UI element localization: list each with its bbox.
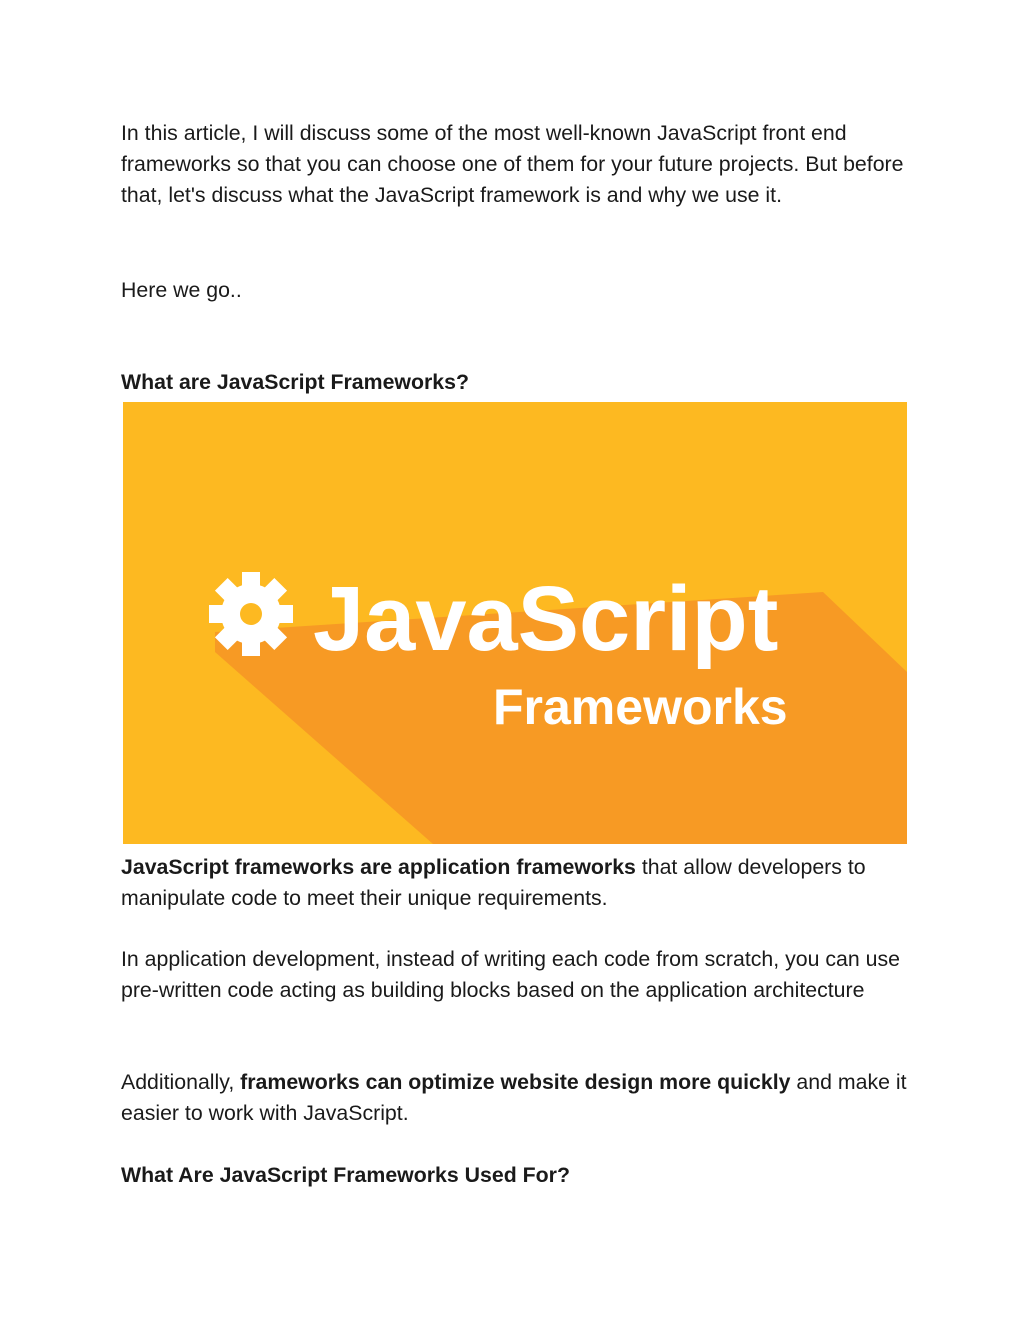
banner-title: JavaScript [313,568,779,670]
definition-paragraph [121,852,911,914]
additionally-post: and make it easier to work with JavaScript. [121,1070,907,1125]
development-paragraph: In application development, instead of writing each code from scratch, you can use pre-written code acting as building blocks based on the application architecture [121,947,900,1002]
heading-what-used-for: What Are JavaScript Frameworks Used For? [121,1163,570,1187]
javascript-frameworks-banner [123,402,907,844]
additionally-paragraph [121,1067,911,1129]
here-we-go-text: Here we go.. [121,278,242,302]
intro-paragraph: In this article, I will discuss some of the most well-known JavaScript front end frameworks so that you can choose one of them for your future projects. But before that, let's discuss what the JavaScript framework is and why we use it. [121,121,904,207]
banner-subtitle: Frameworks [493,679,788,735]
definition-rest: that allow developers to manipulate code to meet their unique requirements. [121,855,866,910]
additionally-pre: Additionally, [121,1070,241,1094]
definition-bold: JavaScript frameworks are application frameworks [121,855,636,879]
gear-icon [209,572,293,656]
additionally-bold: frameworks can optimize website design more quickly [240,1070,791,1094]
heading-what-are-frameworks: What are JavaScript Frameworks? [121,370,469,394]
